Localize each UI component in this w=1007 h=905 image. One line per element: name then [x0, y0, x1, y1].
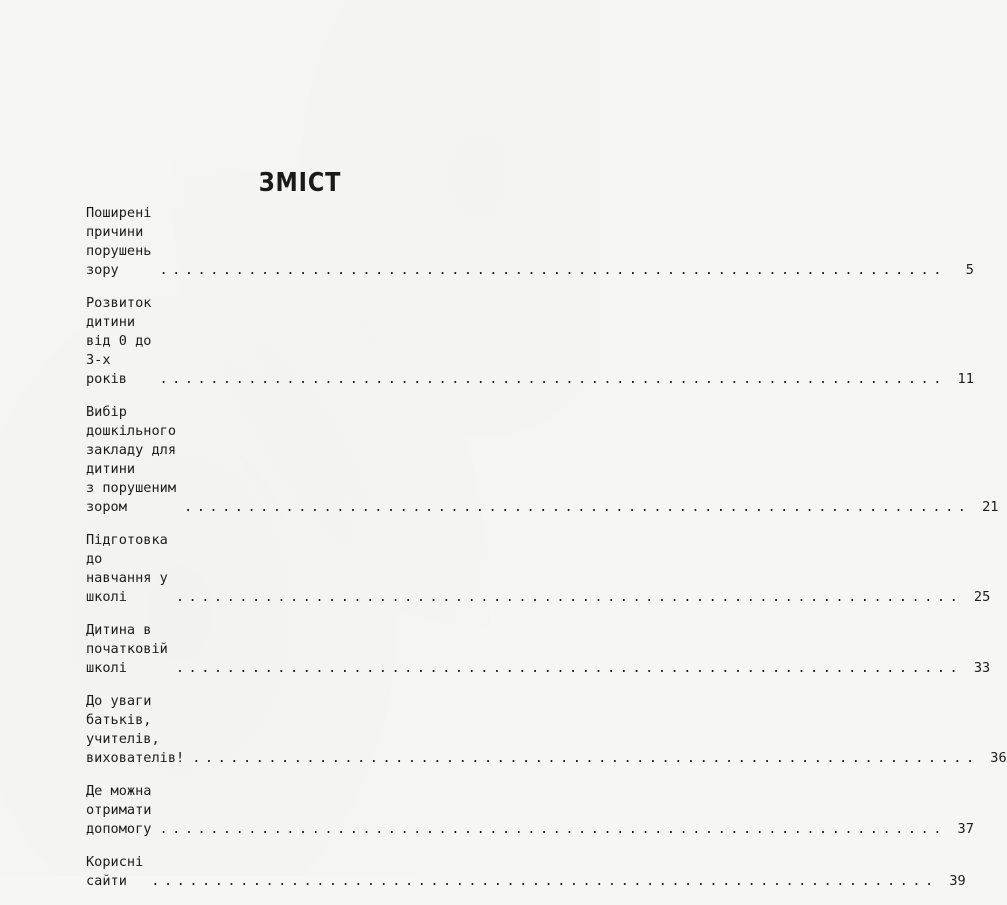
toc-leader-dots: ..............................................................: [159, 262, 946, 278]
toc-entry-text: Вибір дошкільного закладу для дитини з порушеним зором: [86, 404, 177, 515]
toc-entry: [86, 294, 974, 389]
toc-entry-text: Корисні сайти: [86, 854, 144, 889]
toc-entry: [86, 531, 991, 607]
toc-entry-text: До уваги батьків, учителів, вихователів!: [86, 693, 185, 766]
toc-entry-page: 36: [990, 750, 1007, 766]
toc-entry-page: 25: [973, 589, 991, 605]
toc-entry-page: 21: [982, 499, 999, 515]
toc-leader-dots: ..............................................................: [175, 589, 963, 605]
toc-entry-page: 39: [949, 873, 966, 889]
toc-entry-text: Підготовка до навчання у школі: [86, 532, 168, 605]
toc-entry-text: Поширені причини порушень зору: [86, 205, 152, 278]
toc-leader-dots: ..............................................................: [192, 750, 979, 766]
toc-entry: [86, 692, 1007, 768]
toc-leader-dots: ..............................................................: [184, 499, 971, 515]
toc-leader-dots: ..............................................................: [175, 660, 963, 676]
toc-entry: [86, 204, 974, 280]
toc-title: ЗМІСТ: [258, 168, 342, 198]
toc-entry-text: Розвиток дитини від 0 до 3-х років: [86, 295, 152, 387]
toc-entry: [86, 782, 974, 839]
toc-leader-dots: ..............................................................: [151, 873, 938, 889]
toc-entry-text: Де можна отримати допомогу: [86, 783, 152, 837]
table-of-contents: [86, 204, 1007, 905]
toc-entry-text: Дитина в початковій школі: [86, 622, 168, 676]
toc-leader-dots: ..............................................................: [159, 371, 946, 387]
toc-entry-page: 11: [957, 371, 974, 387]
toc-entry-page: 37: [957, 821, 974, 837]
toc-entry-page: 5: [965, 262, 974, 278]
toc-entry: [86, 403, 999, 517]
toc-leader-dots: ..............................................................: [159, 821, 946, 837]
toc-entry: [86, 853, 966, 891]
toc-entry: [86, 621, 991, 678]
toc-entry-page: 33: [973, 660, 991, 676]
